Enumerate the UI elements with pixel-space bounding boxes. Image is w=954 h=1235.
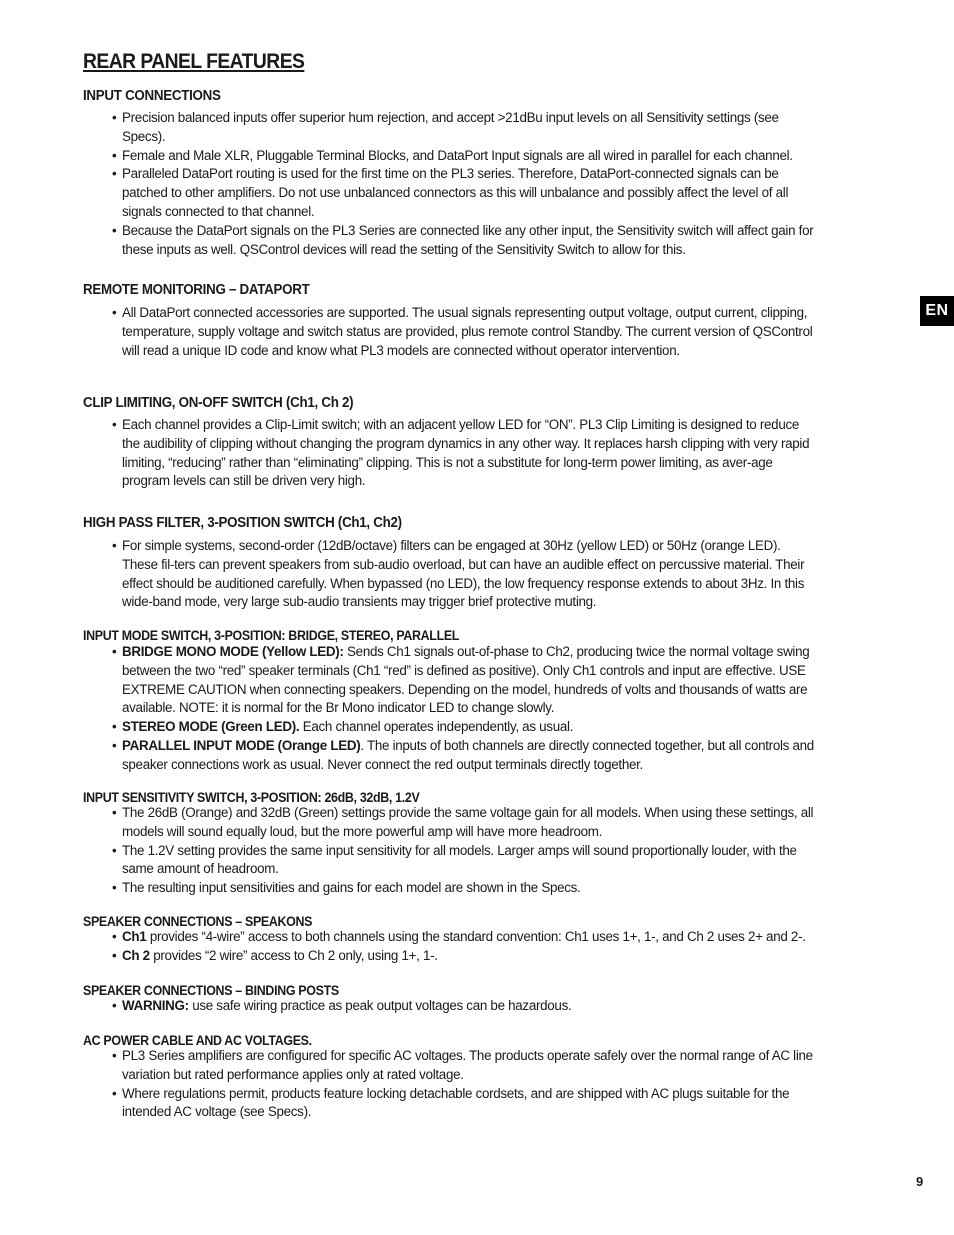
list-item: • Ch 2 provides “2 wire” access to Ch 2 only, using 1+, 1-. <box>112 947 438 963</box>
list-item: • The 26dB (Orange) and 32dB (Green) settings provide the same voltage gain for all models. When using these settings, all models will sound equally loud, but the more powerful amp will have more headroom. <box>112 805 814 839</box>
list-item: • The 1.2V setting provides the same input sensitivity for all models. Larger amps will sound proportionally louder, with the same amount of headroom. <box>112 842 797 877</box>
list-item: • Precision balanced inputs offer superior hum rejection, and accept >21dBu input levels on all Sensitivity settings (see Specs). <box>112 110 779 144</box>
list-item: • Ch1 provides “4-wire” access to both channels using the standard convention: Ch1 uses 1+, 1-, and Ch 2 uses 2+ and 2-. <box>112 929 806 944</box>
list-item: • WARNING: use safe wiring practice as peak output voltages can be hazardous. <box>112 998 572 1013</box>
section-input-mode <box>83 628 818 775</box>
section-high-pass-filter <box>83 515 818 612</box>
page-number: 9 <box>916 1174 924 1189</box>
list-item: • PL3 Series amplifiers are configured for specific AC voltages. The products operate safely over the normal range of AC line variation but rated performance applies only at rated voltage. <box>112 1048 813 1082</box>
list-item: • Because the DataPort signals on the PL3 Series are connected like any other input, the Sensitivity switch will affect gain for these inputs as well. QSControl devices will read the setting of the Sensitivity Switch to allow for this. <box>112 222 814 257</box>
bullet-list <box>83 416 818 491</box>
list-item: • Female and Male XLR, Pluggable Terminal Blocks, and DataPort Input signals are all wired in parallel for each channel. <box>112 147 793 163</box>
list-item: • Paralleled DataPort routing is used for the first time on the PL3 series. Therefore, DataPort-connected signals can be patched to other amplifiers. Do not use unbalanced connectors as this will unbalance and possibly affect the level of all signals connected to that channel. <box>112 166 789 219</box>
section-heading: INPUT CONNECTIONS <box>83 88 221 104</box>
section-input-sensitivity <box>83 790 818 898</box>
list-item: • The resulting input sensitivities and gains for each model are shown in the Specs. <box>112 880 581 896</box>
section-heading: REMOTE MONITORING – DATAPORT <box>83 282 310 298</box>
section-heading: SPEAKER CONNECTIONS – BINDING POSTS <box>83 983 339 998</box>
page-title: REAR PANEL FEATURES <box>83 50 305 73</box>
bullet-list <box>83 537 818 612</box>
section-heading: CLIP LIMITING, ON-OFF SWITCH (Ch1, Ch 2) <box>83 395 354 411</box>
section-binding-posts <box>83 983 818 1016</box>
list-item: • For simple systems, second-order (12dB/octave) filters can be engaged at 30Hz (yellow LED) or 50Hz (orange LED). These fil-ters can prevent speakers from sub-audio overload, but can have an audible effect on percussive material. Their effect should be auditioned carefully. When bypassed (no LED), the low frequency response extends to about 3Hz. In this wide-band mode, very large sub-audio transients may trigger brief protective muting. <box>112 538 805 610</box>
bullet-list <box>83 1047 818 1122</box>
section-input-connections <box>83 88 818 259</box>
section-remote-monitoring <box>83 282 818 360</box>
bullet-list <box>83 304 818 360</box>
bullet-list <box>83 997 818 1016</box>
list-item: • Where regulations permit, products feature locking detachable cordsets, and are shipped with AC plugs suitable for the intended AC voltage (see Specs). <box>112 1085 790 1120</box>
bullet-list <box>83 928 818 966</box>
section-ac-power <box>83 1033 818 1122</box>
list-item: • BRIDGE MONO MODE (Yellow LED): Sends Ch1 signals out-of-phase to Ch2, producing twice the normal voltage swing between the two “red” speaker terminals (Ch1 “red” is defined as positive). Only Ch1 controls and input are effective. USE EXTREME CAUTION when connecting speakers. Depending on the model, hundreds of volts and thousands of watts are available. NOTE: it is normal for the Br Mono indicator LED to change slowly. <box>112 644 810 716</box>
bullet-list <box>83 643 818 775</box>
bullet-list <box>83 109 818 259</box>
section-heading: HIGH PASS FILTER, 3-POSITION SWITCH (Ch1, Ch2) <box>83 515 402 531</box>
section-heading: AC POWER CABLE AND AC VOLTAGES. <box>83 1033 312 1048</box>
list-item: • Each channel provides a Clip-Limit switch; with an adjacent yellow LED for “ON”. PL3 Clip Limiting is designed to reduce the audibility of clipping without changing the program dynamics in any other way. It replaces harsh clipping with very rapid limiting, “reducing” rather than “eliminating” clipping. This is not a substitute for long-term power limiting, as aver-age program levels can still be driven very high. <box>112 417 810 489</box>
list-item: • PARALLEL INPUT MODE (Orange LED). The inputs of both channels are directly connected together, but all controls and speaker connections work as usual. Never connect the red output terminals directly together. <box>112 737 814 772</box>
bullet-list <box>83 804 818 898</box>
section-speakons <box>83 914 818 966</box>
language-tab: EN <box>920 296 954 326</box>
list-item: • STEREO MODE (Green LED). Each channel operates independently, as usual. <box>112 719 574 735</box>
section-heading: INPUT MODE SWITCH, 3-POSITION: BRIDGE, STEREO, PARALLEL <box>83 628 460 643</box>
section-heading: SPEAKER CONNECTIONS – SPEAKONS <box>83 914 313 929</box>
list-item: • All DataPort connected accessories are supported. The usual signals representing output voltage, output current, clipping, temperature, supply voltage and switch status are provided, plus remote control Standby. The current version of QSControl will read a unique ID code and know what PL3 models are connected without operator intervention. <box>112 305 813 358</box>
section-heading: INPUT SENSITIVITY SWITCH, 3-POSITION: 26dB, 32dB, 1.2V <box>83 790 420 805</box>
section-clip-limiting <box>83 395 818 491</box>
